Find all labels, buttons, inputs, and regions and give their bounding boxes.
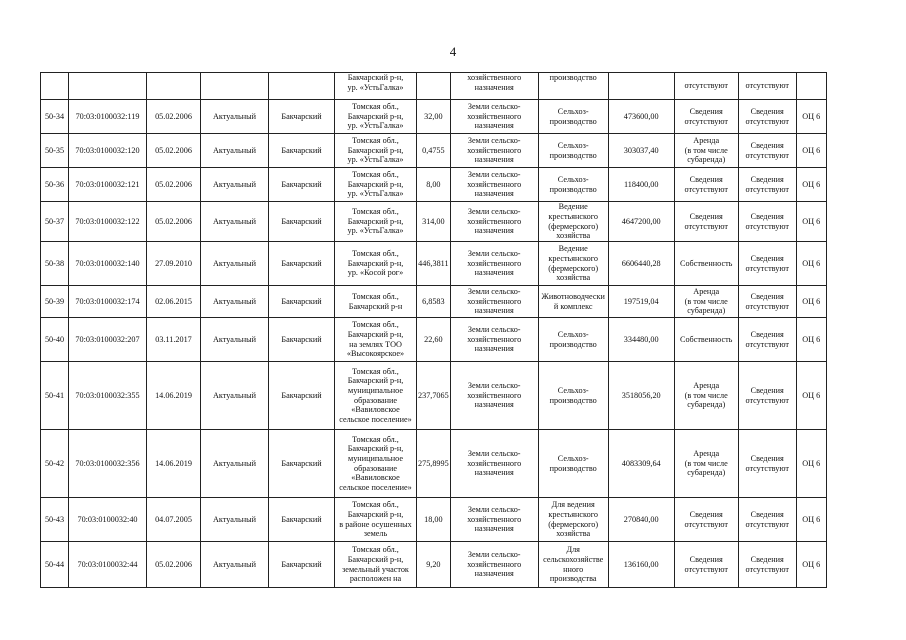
cell-address: Томская обл., Бакчарский р-н, ур. «УстьГалка» — [335, 202, 417, 242]
cell-cadastral-number: 70:03:0100032:356 — [69, 430, 147, 498]
land-plots-table — [40, 72, 827, 588]
cell-permitted-use: Сельхоз- производство — [538, 318, 608, 362]
cell-code: ОЦ 6 — [796, 202, 826, 242]
cell-permitted-use: Для сельскохозяйстве нного производства — [538, 542, 608, 588]
cell-district: Бакчарский — [269, 286, 335, 318]
cell-cadastral-number: 70:03:0100032:355 — [69, 362, 147, 430]
cell-encumbrance: Сведения отсутствуют — [738, 202, 796, 242]
cell-registration-date: 03.11.2017 — [147, 318, 201, 362]
table-row — [41, 168, 827, 202]
cell-rights: Собственность — [674, 242, 738, 286]
cell-address: Бакчарский р-н, ур. «УстьГалка» — [335, 73, 417, 100]
cell-district: Бакчарский — [269, 202, 335, 242]
cell-status — [201, 73, 269, 100]
cell-address: Томская обл., Бакчарский р-н, муниципальное образование «Вавиловское сельское поселение» — [335, 430, 417, 498]
cell-cadastral-number: 70:03:0100032:44 — [69, 542, 147, 588]
cell-status: Актуальный — [201, 362, 269, 430]
cell-encumbrance: Сведения отсутствуют — [738, 242, 796, 286]
cell-encumbrance: Сведения отсутствуют — [738, 542, 796, 588]
cell-land-category: Земли сельско- хозяйственного назначения — [450, 168, 538, 202]
cell-area — [417, 73, 451, 100]
cell-encumbrance: Сведения отсутствуют — [738, 286, 796, 318]
cell-cadastral-value: 197519,04 — [608, 286, 674, 318]
cell-registration-date: 02.06.2015 — [147, 286, 201, 318]
cell-district: Бакчарский — [269, 134, 335, 168]
cell-cadastral-value: 4647200,00 — [608, 202, 674, 242]
cell-cadastral-number: 70:03:0100032:40 — [69, 498, 147, 542]
cell-cadastral-value: 303037,40 — [608, 134, 674, 168]
cell-code: ОЦ 6 — [796, 134, 826, 168]
cell-land-category: Земли сельско- хозяйственного назначения — [450, 430, 538, 498]
cell-rights: Аренда (в том числе субаренда) — [674, 362, 738, 430]
cell-cadastral-number: 70:03:0100032:119 — [69, 100, 147, 134]
cell-registration-date: 05.02.2006 — [147, 100, 201, 134]
cell-rights: Аренда (в том числе субаренда) — [674, 286, 738, 318]
cell-district: Бакчарский — [269, 542, 335, 588]
cell-row-number: 50-42 — [41, 430, 69, 498]
cell-land-category: Земли сельско- хозяйственного назначения — [450, 242, 538, 286]
cell-area: 9,20 — [417, 542, 451, 588]
cell-cadastral-value: 4083309,64 — [608, 430, 674, 498]
cell-area: 237,7065 — [417, 362, 451, 430]
cell-status: Актуальный — [201, 134, 269, 168]
cell-area: 8,00 — [417, 168, 451, 202]
table-row — [41, 542, 827, 588]
cell-address: Томская обл., Бакчарский р-н, в районе осушенных земель — [335, 498, 417, 542]
cell-status: Актуальный — [201, 242, 269, 286]
cell-encumbrance: Сведения отсутствуют — [738, 430, 796, 498]
cell-registration-date: 05.02.2006 — [147, 542, 201, 588]
table-row — [41, 430, 827, 498]
cell-land-category: Земли сельско- хозяйственного назначения — [450, 100, 538, 134]
cell-rights: Сведения отсутствуют — [674, 100, 738, 134]
cell-rights: Сведения отсутствуют — [674, 202, 738, 242]
cell-area: 18,00 — [417, 498, 451, 542]
cell-encumbrance: отсутствуют — [738, 73, 796, 100]
cell-row-number — [41, 73, 69, 100]
cell-permitted-use: Сельхоз- производство — [538, 168, 608, 202]
cell-registration-date — [147, 73, 201, 100]
cell-cadastral-value: 118400,00 — [608, 168, 674, 202]
cell-permitted-use: Ведение крестьянского (фермерского) хозяйства — [538, 202, 608, 242]
cell-registration-date: 27.09.2010 — [147, 242, 201, 286]
cell-code: ОЦ 6 — [796, 168, 826, 202]
cell-rights: отсутствуют — [674, 73, 738, 100]
cell-code: ОЦ 6 — [796, 498, 826, 542]
cell-district: Бакчарский — [269, 430, 335, 498]
cell-status: Актуальный — [201, 318, 269, 362]
cell-row-number: 50-39 — [41, 286, 69, 318]
cell-permitted-use: Сельхоз- производство — [538, 362, 608, 430]
cell-land-category: хозяйственного назначения — [450, 73, 538, 100]
cell-registration-date: 04.07.2005 — [147, 498, 201, 542]
table-row — [41, 134, 827, 168]
cell-code: ОЦ 6 — [796, 100, 826, 134]
cell-cadastral-value: 473600,00 — [608, 100, 674, 134]
cell-address: Томская обл., Бакчарский р-н — [335, 286, 417, 318]
table-row — [41, 202, 827, 242]
cell-land-category: Земли сельско- хозяйственного назначения — [450, 362, 538, 430]
cell-land-category: Земли сельско- хозяйственного назначения — [450, 286, 538, 318]
cell-row-number: 50-41 — [41, 362, 69, 430]
cell-rights: Аренда (в том числе субаренда) — [674, 134, 738, 168]
cell-address: Томская обл., Бакчарский р-н, ур. «УстьГалка» — [335, 100, 417, 134]
table-row — [41, 362, 827, 430]
table-row — [41, 286, 827, 318]
cell-rights: Аренда (в том числе субаренда) — [674, 430, 738, 498]
cell-encumbrance: Сведения отсутствуют — [738, 318, 796, 362]
cell-permitted-use: Сельхоз- производство — [538, 100, 608, 134]
cell-cadastral-value: 136160,00 — [608, 542, 674, 588]
cell-address: Томская обл., Бакчарский р-н, ур. «УстьГалка» — [335, 134, 417, 168]
cell-rights: Сведения отсутствуют — [674, 542, 738, 588]
table-row — [41, 498, 827, 542]
cell-cadastral-value: 3518056,20 — [608, 362, 674, 430]
cell-cadastral-number — [69, 73, 147, 100]
cell-row-number: 50-40 — [41, 318, 69, 362]
cell-area: 314,00 — [417, 202, 451, 242]
cell-registration-date: 05.02.2006 — [147, 168, 201, 202]
cell-area: 0,4755 — [417, 134, 451, 168]
cell-cadastral-value: 6606440,28 — [608, 242, 674, 286]
cell-cadastral-number: 70:03:0100032:122 — [69, 202, 147, 242]
cell-address: Томская обл., Бакчарский р-н, ур. «УстьГалка» — [335, 168, 417, 202]
cell-area: 6,8583 — [417, 286, 451, 318]
cell-permitted-use: производство — [538, 73, 608, 100]
cell-permitted-use: Для ведения крестьянского (фермерского) хозяйства — [538, 498, 608, 542]
cell-registration-date: 05.02.2006 — [147, 134, 201, 168]
cell-address: Томская обл., Бакчарский р-н, ур. «Косой рог» — [335, 242, 417, 286]
cell-district: Бакчарский — [269, 498, 335, 542]
cell-status: Актуальный — [201, 168, 269, 202]
cell-permitted-use: Сельхоз- производство — [538, 430, 608, 498]
cell-land-category: Земли сельско- хозяйственного назначения — [450, 134, 538, 168]
cell-area: 22,60 — [417, 318, 451, 362]
page-number: 4 — [449, 44, 457, 59]
cell-address: Томская обл., Бакчарский р-н, муниципальное образование «Вавиловское сельское поселение» — [335, 362, 417, 430]
cell-land-category: Земли сельско- хозяйственного назначения — [450, 318, 538, 362]
table-row — [41, 73, 827, 100]
cell-rights: Собственность — [674, 318, 738, 362]
cell-encumbrance: Сведения отсутствуют — [738, 134, 796, 168]
cell-district — [269, 73, 335, 100]
table-row — [41, 242, 827, 286]
cell-encumbrance: Сведения отсутствуют — [738, 362, 796, 430]
cell-address: Томская обл., Бакчарский р-н, земельный участок расположен на — [335, 542, 417, 588]
cell-row-number: 50-43 — [41, 498, 69, 542]
cell-area: 275,8995 — [417, 430, 451, 498]
cell-row-number: 50-44 — [41, 542, 69, 588]
cell-encumbrance: Сведения отсутствуют — [738, 168, 796, 202]
cell-cadastral-number: 70:03:0100032:207 — [69, 318, 147, 362]
cell-cadastral-number: 70:03:0100032:120 — [69, 134, 147, 168]
cell-status: Актуальный — [201, 286, 269, 318]
cell-status: Актуальный — [201, 100, 269, 134]
cell-status: Актуальный — [201, 202, 269, 242]
cell-encumbrance: Сведения отсутствуют — [738, 100, 796, 134]
cell-land-category: Земли сельско- хозяйственного назначения — [450, 542, 538, 588]
cell-code: ОЦ 6 — [796, 430, 826, 498]
cell-row-number: 50-38 — [41, 242, 69, 286]
cell-rights: Сведения отсутствуют — [674, 498, 738, 542]
cell-permitted-use: Животноводчески й комплекс — [538, 286, 608, 318]
cell-district: Бакчарский — [269, 100, 335, 134]
cell-code — [796, 73, 826, 100]
cell-registration-date: 05.02.2006 — [147, 202, 201, 242]
cell-row-number: 50-34 — [41, 100, 69, 134]
cell-rights: Сведения отсутствуют — [674, 168, 738, 202]
cell-cadastral-value — [608, 73, 674, 100]
cell-land-category: Земли сельско- хозяйственного назначения — [450, 498, 538, 542]
cell-area: 446,3811 — [417, 242, 451, 286]
cell-row-number: 50-36 — [41, 168, 69, 202]
cell-cadastral-number: 70:03:0100032:121 — [69, 168, 147, 202]
cell-address: Томская обл., Бакчарский р-н, на землях ТОО «Высокоярское» — [335, 318, 417, 362]
cell-code: ОЦ 6 — [796, 318, 826, 362]
cell-registration-date: 14.06.2019 — [147, 362, 201, 430]
cell-status: Актуальный — [201, 430, 269, 498]
cell-district: Бакчарский — [269, 242, 335, 286]
cell-code: ОЦ 6 — [796, 242, 826, 286]
cell-code: ОЦ 6 — [796, 362, 826, 430]
cell-permitted-use: Ведение крестьянского (фермерского) хозяйства — [538, 242, 608, 286]
cell-district: Бакчарский — [269, 362, 335, 430]
cell-cadastral-value: 270840,00 — [608, 498, 674, 542]
table-row — [41, 100, 827, 134]
cell-district: Бакчарский — [269, 318, 335, 362]
cell-status: Актуальный — [201, 498, 269, 542]
cell-code: ОЦ 6 — [796, 542, 826, 588]
cell-area: 32,00 — [417, 100, 451, 134]
cell-status: Актуальный — [201, 542, 269, 588]
table-row — [41, 318, 827, 362]
cell-row-number: 50-35 — [41, 134, 69, 168]
cell-permitted-use: Сельхоз- производство — [538, 134, 608, 168]
cell-land-category: Земли сельско- хозяйственного назначения — [450, 202, 538, 242]
cell-registration-date: 14.06.2019 — [147, 430, 201, 498]
cell-cadastral-number: 70:03:0100032:174 — [69, 286, 147, 318]
cell-code: ОЦ 6 — [796, 286, 826, 318]
cell-cadastral-number: 70:03:0100032:140 — [69, 242, 147, 286]
cell-row-number: 50-37 — [41, 202, 69, 242]
cell-cadastral-value: 334480,00 — [608, 318, 674, 362]
cell-district: Бакчарский — [269, 168, 335, 202]
cell-encumbrance: Сведения отсутствуют — [738, 498, 796, 542]
